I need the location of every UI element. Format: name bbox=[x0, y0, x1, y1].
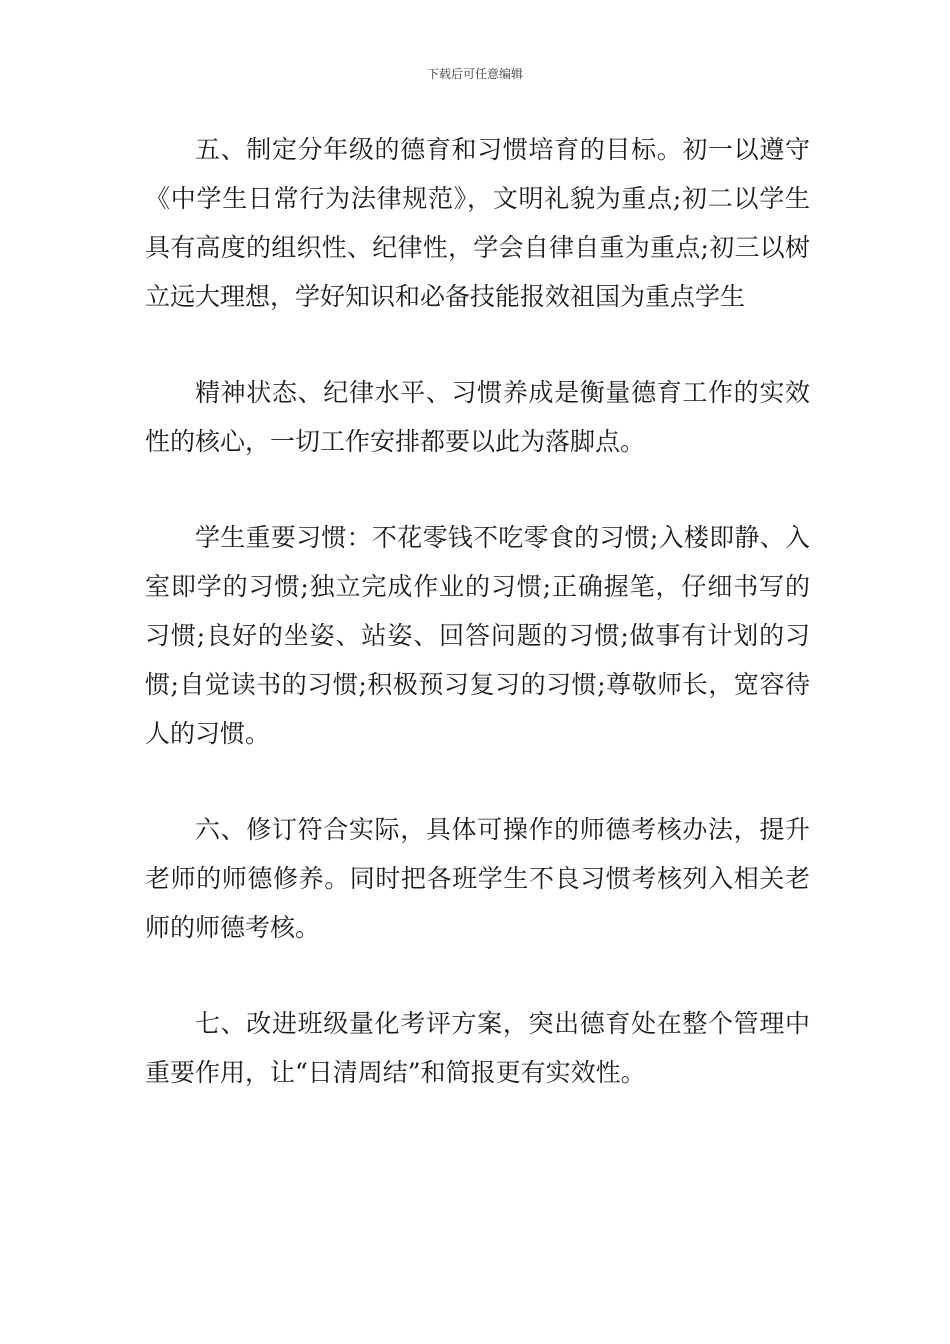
paragraph-six-teacher-ethics: 六、修订符合实际，具体可操作的师德考核办法，提升老师的师德修养。同时把各班学生不良习惯考核列入相关老师的师德考核。 bbox=[145, 815, 810, 942]
paragraph-five-grade-goals: 五、制定分年级的德育和习惯培育的目标。初一以遵守《中学生日常行为法律规范》，文明礼貌为重点;初二以学生具有高度的组织性、纪律性，学会自律自重为重点;初三以树立远大理想，学好知识和必备技能报效祖国为重点学生 bbox=[145, 135, 810, 311]
document-body bbox=[145, 125, 810, 1097]
paragraph-seven-class-evaluation: 七、改进班级量化考评方案，突出德育处在整个管理中重要作用，让“日清周结”和简报更有实效性。 bbox=[145, 1009, 810, 1087]
page-header: 下载后可任意编辑 bbox=[426, 67, 523, 81]
paragraph-student-habits: 学生重要习惯：不花零钱不吃零食的习惯;入楼即静、入室即学的习惯;独立完成作业的习惯;正确握笔，仔细书写的习惯;良好的坐姿、站姿、回答问题的习惯;做事有计划的习惯;自觉读书的习惯;积极预习复习的习惯;尊敬师长，宽容待人的习惯。 bbox=[145, 523, 810, 748]
paragraph-mental-state: 精神状态、纪律水平、习惯养成是衡量德育工作的实效性的核心，一切工作安排都要以此为落脚点。 bbox=[145, 378, 810, 456]
